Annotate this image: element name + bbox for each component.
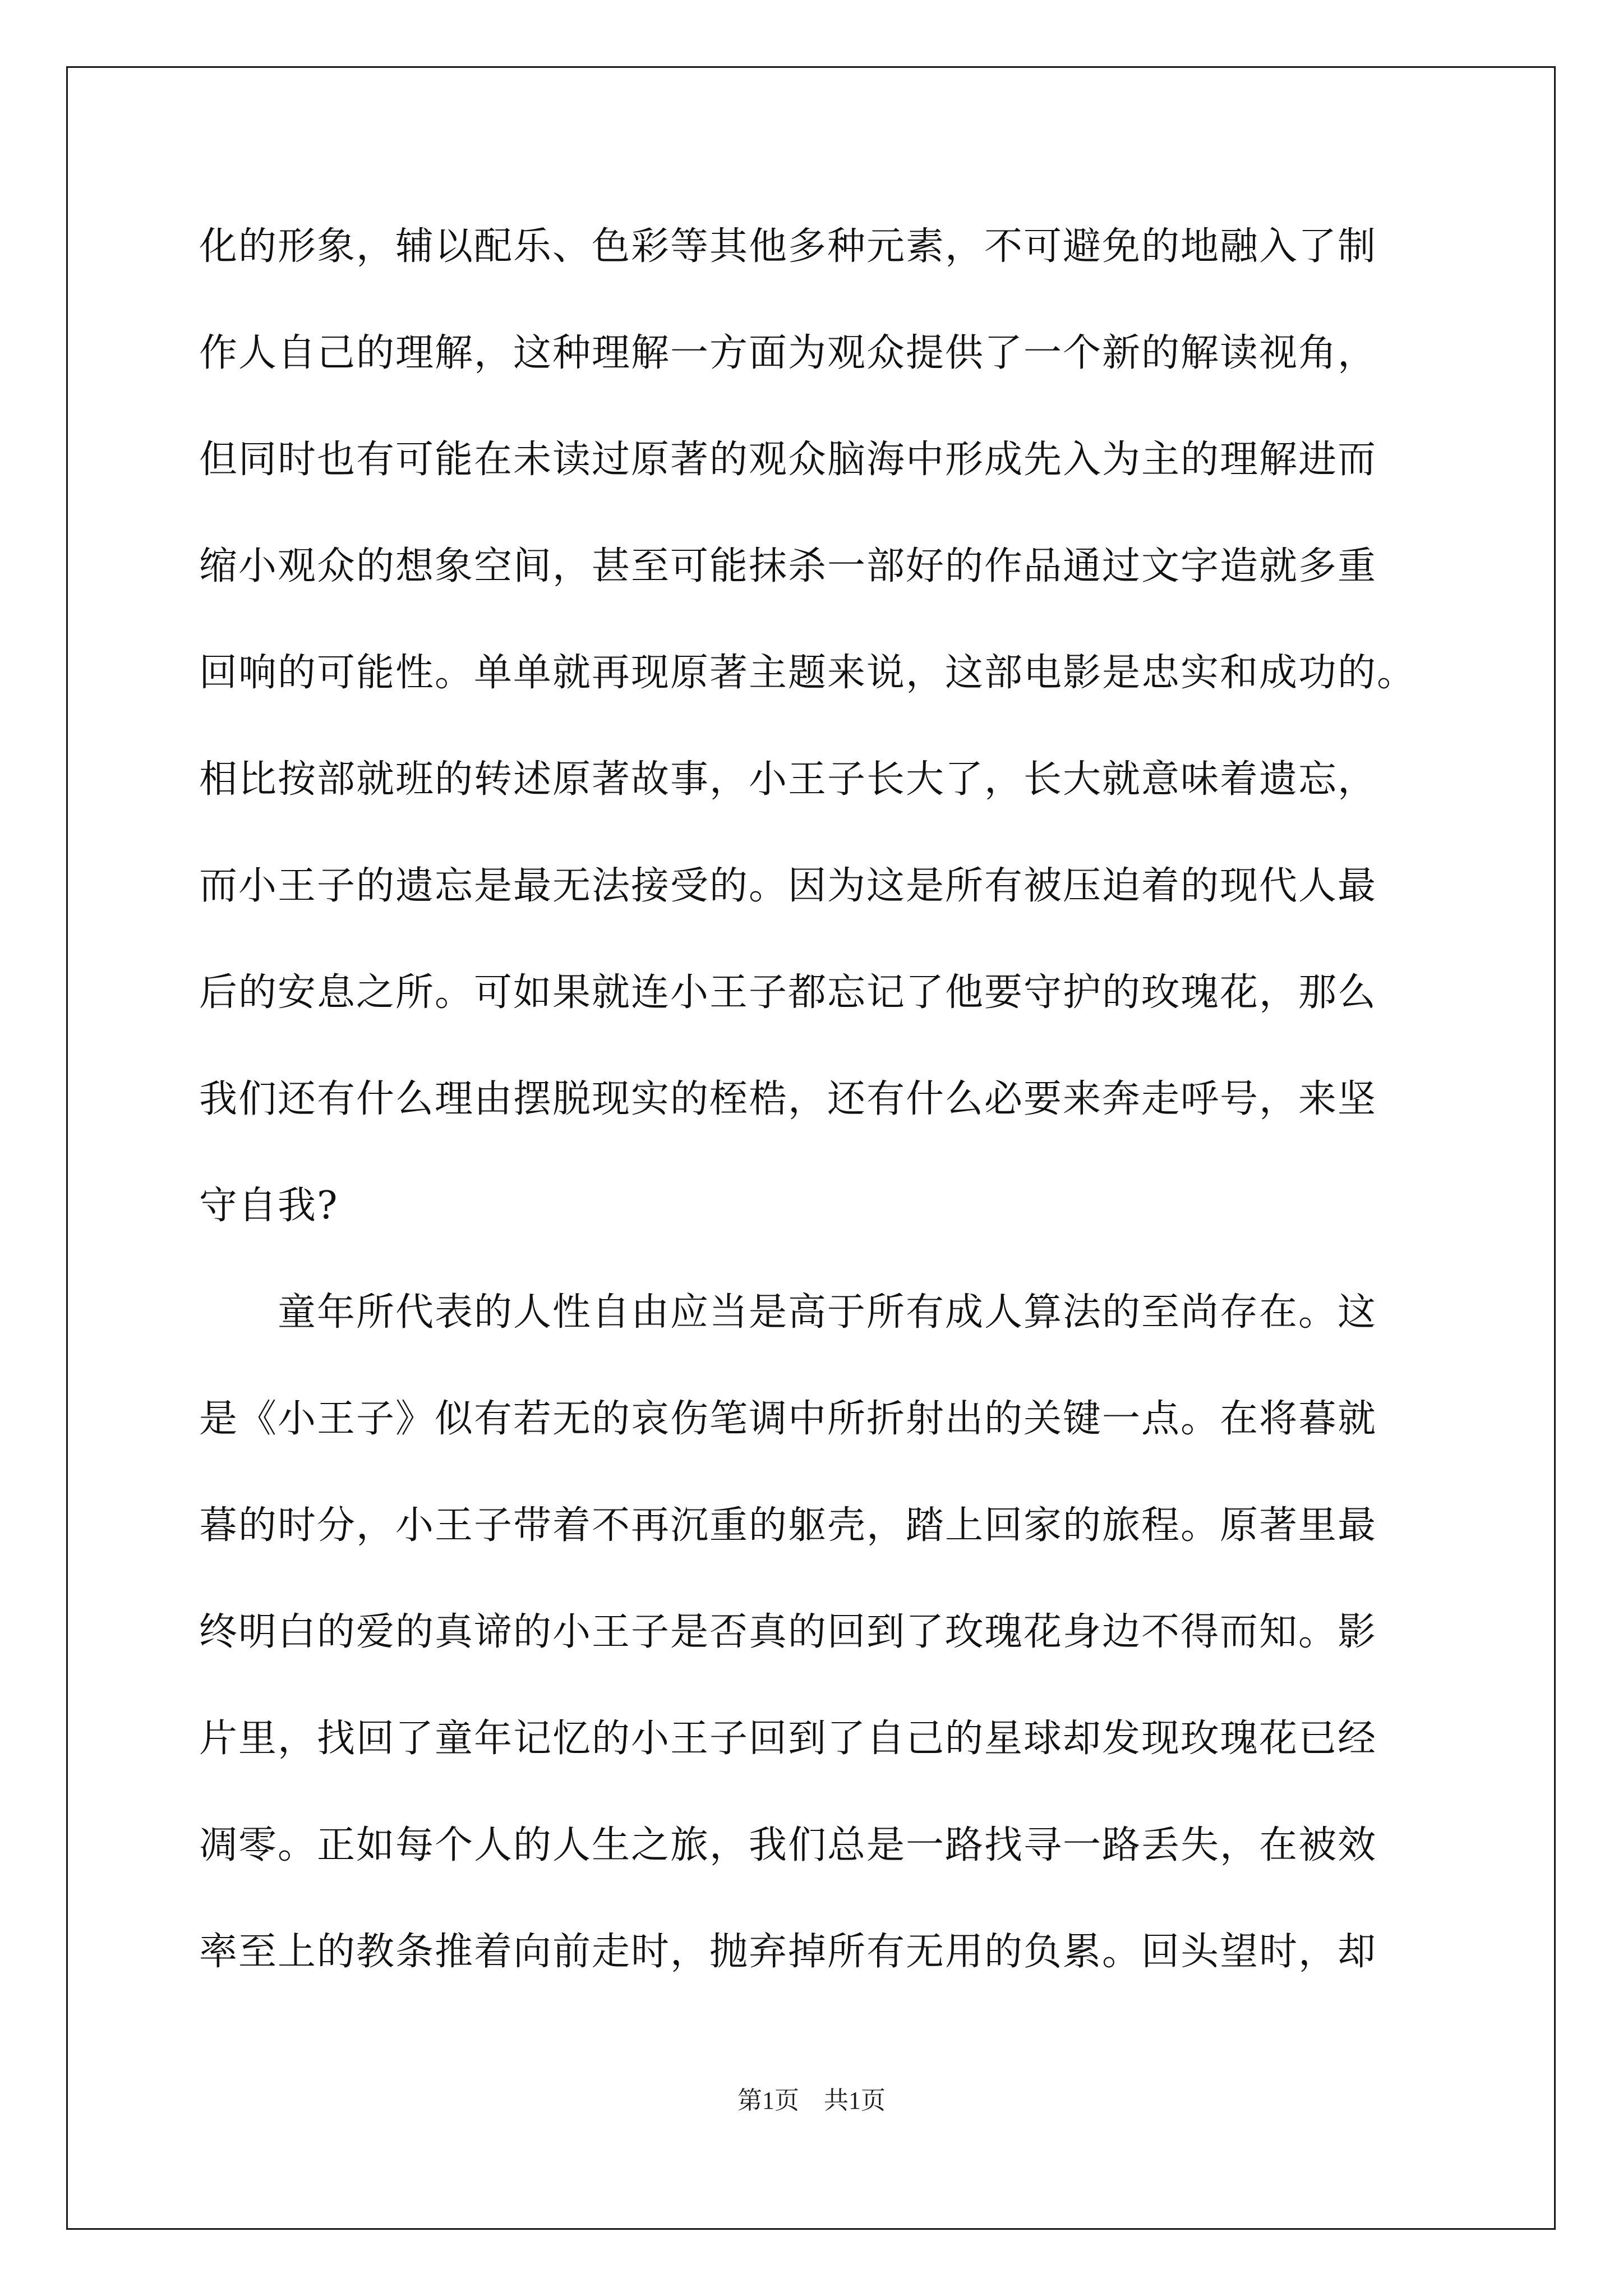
text-line: 暮的时分，小王子带着不再沉重的躯壳，踏上回家的旅程。原著里最: [199, 1503, 1377, 1548]
text-line: 是《小王子》似有若无的哀伤笔调中所折射出的关键一点。在将暮就: [199, 1397, 1377, 1441]
text-line: 化的形象，辅以配乐、色彩等其他多种元素，不可避免的地融入了制: [199, 224, 1377, 269]
text-line: 后的安息之所。可如果就连小王子都忘记了他要守护的玫瑰花，那么: [199, 970, 1377, 1015]
text-line: 而小王子的遗忘是最无法接受的。因为这是所有被压迫着的现代人最: [199, 864, 1377, 908]
paragraph-first-line: 童年所代表的人性自由应当是高于所有成人算法的至尚存在。这: [278, 1290, 1377, 1335]
text-line: 回响的可能性。单单就再现原著主题来说，这部电影是忠实和成功的。: [199, 651, 1417, 695]
text-line: 我们还有什么理由摆脱现实的桎梏，还有什么必要来奔走呼号，来坚: [199, 1077, 1377, 1121]
page-border: [66, 66, 1556, 2230]
page-number-footer: 第1页 共1页: [737, 2087, 886, 2114]
text-line: 守自我?: [199, 1184, 339, 1228]
text-line: 作人自己的理解，这种理解一方面为观众提供了一个新的解读视角，: [199, 331, 1377, 375]
text-line: 片里，找回了童年记忆的小王子回到了自己的星球却发现玫瑰花已经: [199, 1717, 1377, 1761]
text-line: 终明白的爱的真谛的小王子是否真的回到了玫瑰花身边不得而知。影: [199, 1610, 1377, 1654]
text-line: 率至上的教条推着向前走时，抛弃掉所有无用的负累。回头望时，却: [199, 1930, 1377, 1974]
text-line: 但同时也有可能在未读过原著的观众脑海中形成先入为主的理解进而: [199, 438, 1377, 482]
text-line: 相比按部就班的转述原著故事，小王子长大了，长大就意味着遗忘，: [199, 757, 1377, 802]
text-line: 缩小观众的想象空间，甚至可能抹杀一部好的作品通过文字造就多重: [199, 544, 1377, 588]
text-line: 凋零。正如每个人的人生之旅，我们总是一路找寻一路丢失，在被效: [199, 1823, 1377, 1867]
